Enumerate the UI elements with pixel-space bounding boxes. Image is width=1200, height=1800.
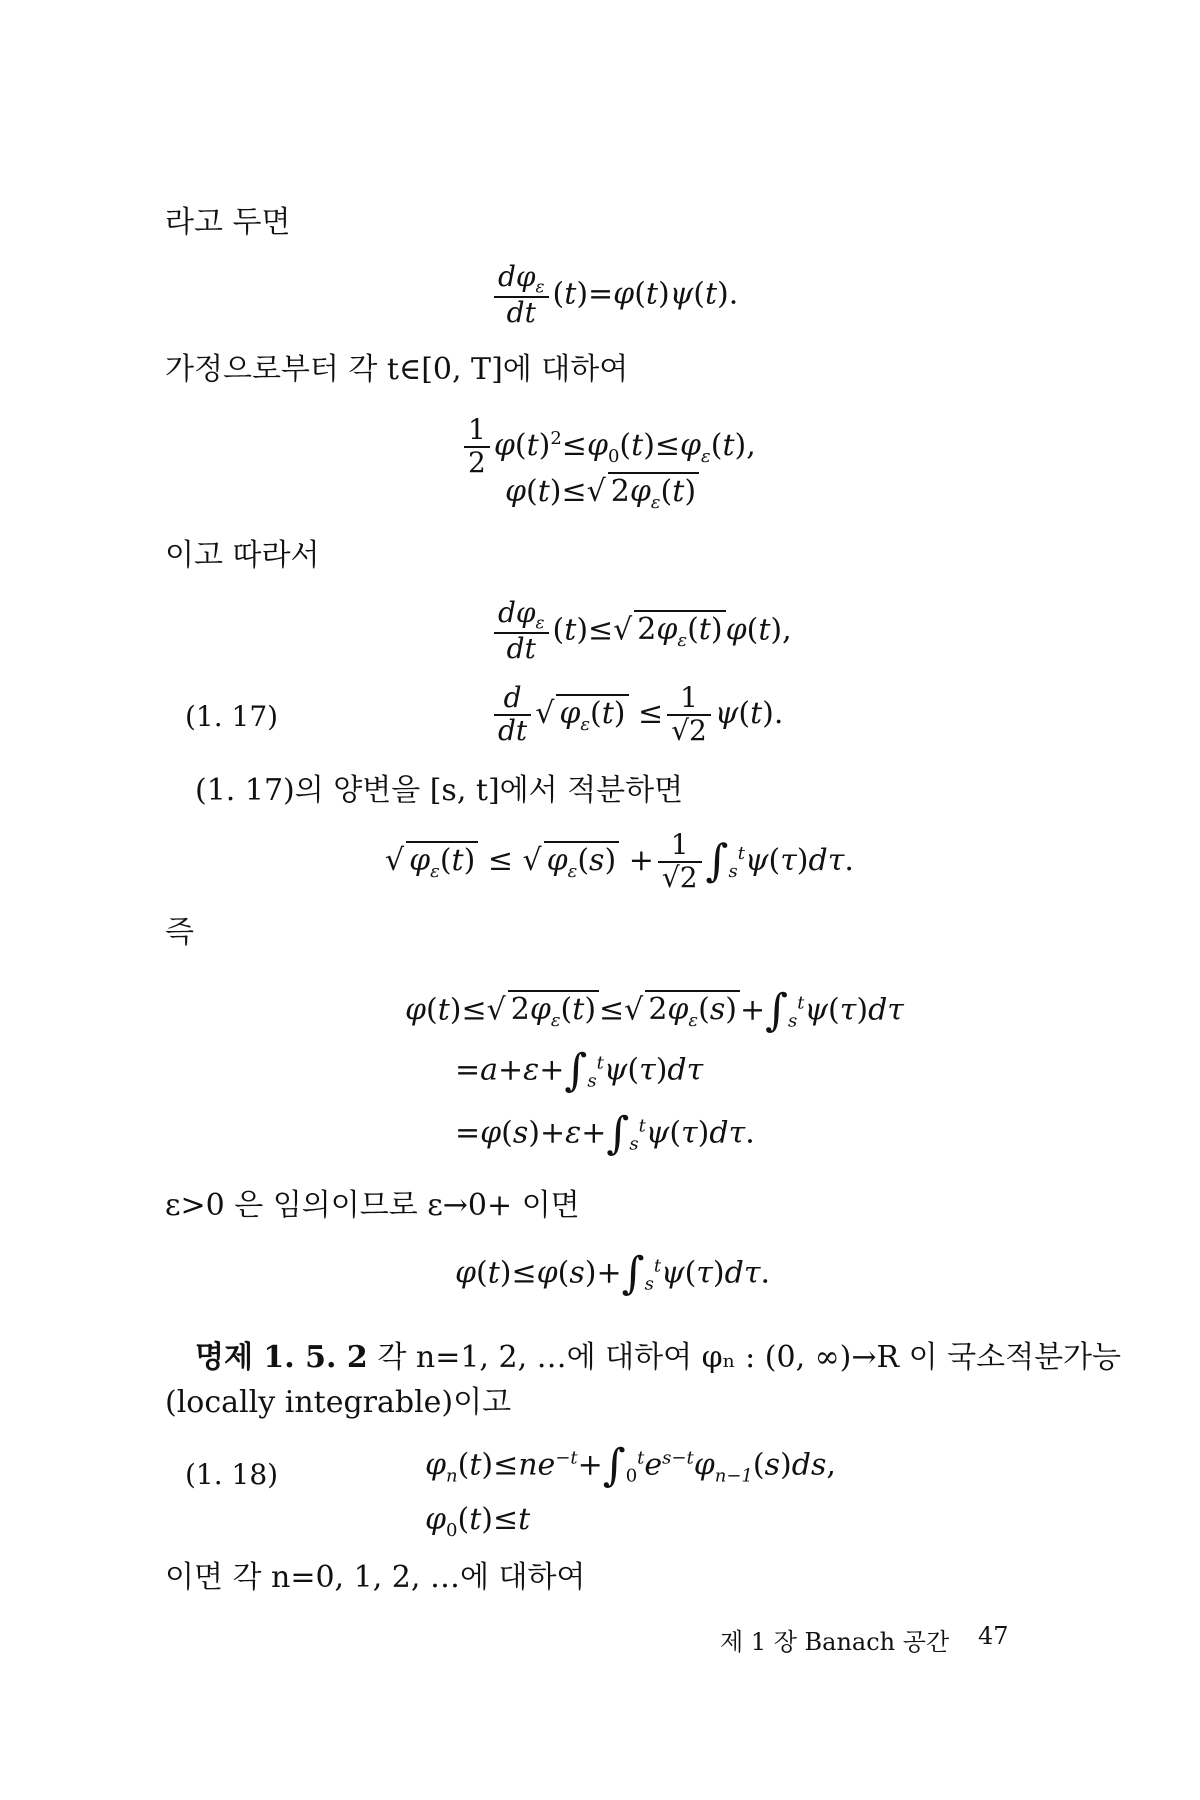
equation: φ(t)≤√ $2\varphi_\varepsilon(t)$ ≤√ $2\varphi_\varepsilon(s) +\int_s^t\psi(\tau)d\tau$ [405,985,904,1036]
equation: $\frac{d}{dt}$ √ $\varphi_\varepsilon(t)$ ≤ $\frac{1}{√2}$ ψ(t). [490,683,783,747]
text-line: 가정으로부터 각 t∈[0, T]에 대하여 [165,352,629,387]
equation: √ $\varphi_\varepsilon(t)$ ≤ √ $\varphi_\varepsilon(s)$ + $\frac{1}{√2}$ $\int_s^t\psi(\tau)d\tau$. [385,828,854,894]
running-footer: 제 1 장 Banach 공간 [720,1628,950,1656]
equation: $\frac{d\varphi_\varepsilon}{dt}$ (t)≤√ $2\varphi_\varepsilon(t)$ φ(t), [490,598,792,665]
proposition [195,1340,1121,1376]
equation-label: (1. 18) [185,1458,279,1491]
equation: $\varphi_0(t)\le t$ [425,1502,531,1541]
equation: $\varphi_n(t)\le ne^{-t}+\int_0^te^{s-t}\varphi_{n-1}(s)ds$, [425,1440,836,1491]
equation: $\varphi(t)\le\varphi(s)+\int_s^t\psi(\tau)d\tau$. [455,1248,770,1299]
equation: $\frac{d\varphi_\varepsilon}{dt}$ (t)=φ(t)ψ(t). [490,262,738,329]
text-line: ε>0 은 임의이므로 ε→0+ 이면 [165,1188,580,1223]
equation: $=a+\varepsilon+\int_s^t\psi(\tau)d\tau$ [455,1045,704,1096]
text-line: 이면 각 n=0, 1, 2, …에 대하여 [165,1560,586,1595]
equation: $\frac{1}{2}$ $\varphi(t)^2\le\varphi_0(t)\le\varphi_\varepsilon(t)$, [460,415,756,479]
text-line: 즉 [165,915,194,950]
page-number: 47 [978,1622,1009,1650]
text-line: 라고 두면 [165,205,291,240]
text-line: (locally integrable)이고 [165,1385,512,1420]
text-line: (1. 17)의 양변을 [s, t]에서 적분하면 [195,773,684,808]
equation-label: (1. 17) [185,700,279,733]
equation: $=\varphi(s)+\varepsilon+\int_s^t\psi(\tau)d\tau$. [455,1108,755,1159]
equation: φ(t)≤√ $2\varphi_\varepsilon(t)$ [505,472,699,514]
proposition-label: 명제 1. 5. 2 [195,1340,368,1375]
text-line: 이고 따라서 [165,538,320,573]
proposition-text: 각 n=1, 2, …에 대하여 φₙ : (0, ∞)→R 이 국소적분가능 [377,1340,1122,1375]
